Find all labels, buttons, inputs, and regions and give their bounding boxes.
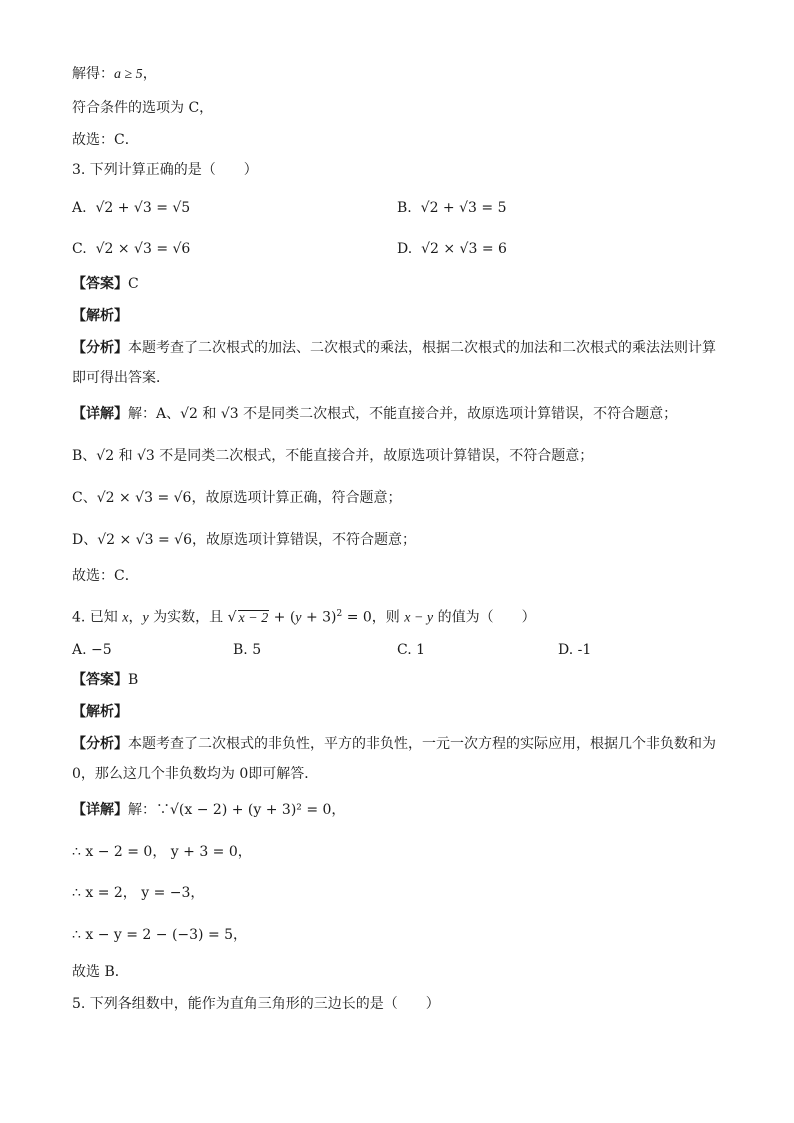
q3-detail-c: C、√2 × √3 = √6，故原选项计算正确，符合题意； bbox=[72, 490, 402, 506]
math: y bbox=[142, 610, 149, 626]
text: ， bbox=[128, 609, 143, 626]
radicand: x − 2 bbox=[238, 610, 269, 626]
text: 的值为（ ） bbox=[433, 609, 536, 626]
q3-option-c bbox=[72, 239, 190, 259]
q4-analysis-tag: 【解析】 bbox=[72, 704, 128, 720]
solution-conclusion: 故选：C． bbox=[72, 132, 139, 148]
q4-fenxi-cont: 0，那么这几个非负数均为 0即可解答． bbox=[72, 766, 319, 782]
q4-detail-1 bbox=[72, 800, 345, 820]
text: 为实数，且 bbox=[148, 609, 228, 626]
q3-answer bbox=[72, 274, 139, 294]
fenxi-tag: 【分析】 bbox=[72, 736, 128, 752]
option-expr: √2 + √3 = 5 bbox=[420, 200, 507, 216]
option-expr: √2 + √3 = √5 bbox=[95, 200, 191, 216]
q4-answer bbox=[72, 670, 138, 690]
q3-detail-a bbox=[72, 404, 677, 424]
fenxi-text: 本题考查了二次根式的加法、二次根式的乘法，根据二次根式的加法和二次根式的乘法法则计算 bbox=[128, 340, 716, 356]
q3-conclusion: 故选：C． bbox=[72, 568, 139, 584]
q3-analysis-tag: 【解析】 bbox=[72, 308, 128, 324]
detail-tag: 【详解】 bbox=[72, 406, 128, 422]
q4-conclusion: 故选 B． bbox=[72, 964, 129, 980]
exponent: 2 bbox=[336, 609, 343, 619]
text: 4. 已知 bbox=[72, 609, 123, 626]
answer-tag: 【答案】 bbox=[72, 276, 128, 292]
q4-fenxi bbox=[72, 734, 716, 754]
question-5-title: 5. 下列各组数中，能作为直角三角形的三边长的是（ ） bbox=[72, 996, 440, 1012]
q4-detail-3: ∴ x = 2， y = −3， bbox=[72, 885, 205, 901]
solution-line-2: 符合条件的选项为 C， bbox=[72, 100, 214, 116]
math: y bbox=[295, 610, 302, 626]
q3-option-d bbox=[397, 239, 507, 259]
q4-option-b: B. 5 bbox=[233, 642, 262, 658]
detail-tag: 【详解】 bbox=[72, 802, 128, 818]
q4-option-d: D. -1 bbox=[558, 642, 592, 658]
solution-line-1 bbox=[72, 64, 157, 85]
math: a ≥ 5 bbox=[114, 67, 143, 82]
text: ， bbox=[142, 66, 157, 82]
q3-detail-b: B、√2 和 √3 不是同类二次根式，不能直接合并，故原选项计算错误，不符合题意； bbox=[72, 448, 594, 464]
detail-text: 解：∵√(x − 2) + (y + 3)² = 0， bbox=[128, 802, 346, 818]
option-expr: √2 × √3 = 6 bbox=[421, 241, 507, 257]
q3-option-a bbox=[72, 198, 190, 218]
text: + ( bbox=[269, 609, 296, 626]
q4-detail-4: ∴ x − y = 2 − (−3) = 5， bbox=[72, 927, 248, 943]
math: x bbox=[122, 610, 129, 626]
option-label: B. bbox=[397, 200, 412, 216]
question-4-title bbox=[72, 604, 536, 629]
text: = 0，则 bbox=[342, 609, 405, 626]
option-label: C. bbox=[72, 241, 87, 257]
radical-sign: √ bbox=[227, 609, 237, 626]
fenxi-text: 本题考查了二次根式的非负性，平方的非负性，一元一次方程的实际应用，根据几个非负数和为 bbox=[128, 736, 716, 752]
fenxi-tag: 【分析】 bbox=[72, 340, 128, 356]
answer-value: B bbox=[128, 672, 139, 688]
text: + 3) bbox=[301, 609, 337, 626]
option-label: D. bbox=[397, 241, 413, 257]
q3-detail-d: D、√2 × √3 = √6，故原选项计算错误，不符合题意； bbox=[72, 532, 416, 548]
q3-fenxi-cont: 即可得出答案． bbox=[72, 370, 170, 386]
q4-detail-2: ∴ x − 2 = 0， y + 3 = 0， bbox=[72, 844, 252, 860]
q4-option-a: A. −5 bbox=[72, 642, 112, 658]
answer-tag: 【答案】 bbox=[72, 672, 128, 688]
option-label: A. bbox=[72, 200, 87, 216]
q4-option-c: C. 1 bbox=[397, 642, 426, 658]
q3-option-b bbox=[397, 198, 506, 218]
detail-text: 解：A、√2 和 √3 不是同类二次根式，不能直接合并，故原选项计算错误，不符合题意； bbox=[128, 406, 678, 422]
option-expr: √2 × √3 = √6 bbox=[95, 241, 191, 257]
math: x − y bbox=[404, 610, 434, 626]
question-3-title: 3. 下列计算正确的是（ ） bbox=[72, 162, 258, 178]
q3-fenxi bbox=[72, 338, 716, 358]
text: 解得： bbox=[72, 66, 114, 82]
answer-value: C bbox=[128, 276, 139, 292]
